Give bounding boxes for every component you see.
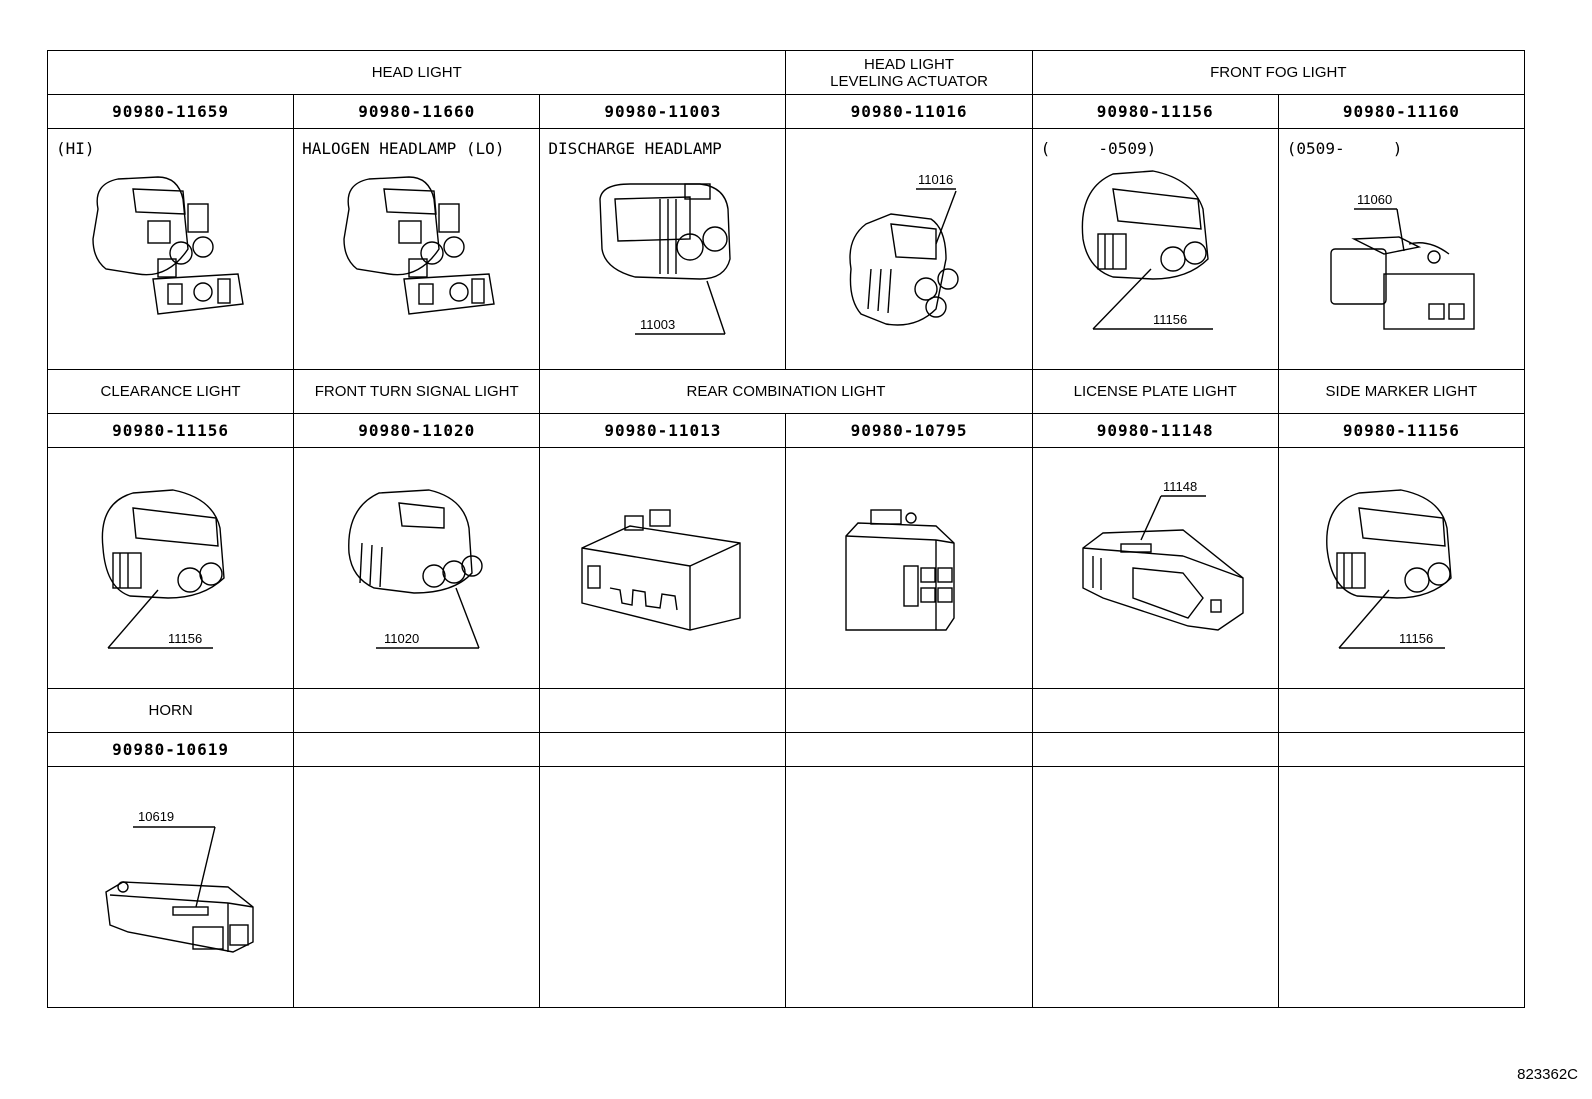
connector-note: (0509- ): [1286, 139, 1403, 158]
empty-cell: [786, 689, 1032, 733]
section-leveling-actuator: [786, 51, 1032, 95]
empty-cell: [1278, 767, 1524, 1008]
section-side-marker-light: SIDE MARKER LIGHT: [1278, 370, 1524, 414]
part-number: 90980-11156: [1278, 414, 1524, 448]
part-number: 90980-11659: [48, 95, 294, 129]
connector-drawing: [1033, 129, 1279, 369]
connector-drawing: [786, 448, 1032, 688]
part-number: 90980-11016: [786, 95, 1032, 129]
empty-cell: [1032, 689, 1278, 733]
connector-cell: [1032, 448, 1278, 689]
connector-cell: [48, 448, 294, 689]
part-number: 90980-11013: [540, 414, 786, 448]
connector-drawing: [294, 448, 540, 688]
part-number: 90980-11020: [294, 414, 540, 448]
connector-drawing: [48, 767, 294, 1007]
part-number: 90980-11148: [1032, 414, 1278, 448]
connector-drawing: [294, 129, 540, 369]
connector-drawing: [1279, 129, 1525, 369]
section-front-turn-signal-light: FRONT TURN SIGNAL LIGHT: [294, 370, 540, 414]
empty-cell: [1032, 767, 1278, 1008]
empty-cell: [294, 689, 540, 733]
connector-cell: [1278, 129, 1524, 370]
section-horn: HORN: [48, 689, 294, 733]
callout-label: 10619: [138, 809, 175, 824]
connector-note: (HI): [56, 139, 95, 158]
section-front-fog-light: FRONT FOG LIGHT: [1032, 51, 1524, 95]
part-number: 90980-10619: [48, 733, 294, 767]
callout-label: 11060: [1356, 192, 1392, 207]
part-number: 90980-11660: [294, 95, 540, 129]
part-number: 90980-10795: [786, 414, 1032, 448]
section-clearance-light: CLEARANCE LIGHT: [48, 370, 294, 414]
part-number: 90980-11156: [1032, 95, 1278, 129]
connector-cell: [540, 129, 786, 370]
connector-drawing: [1279, 448, 1525, 688]
empty-cell: [786, 733, 1032, 767]
connector-cell: [1032, 129, 1278, 370]
connector-cell: [1278, 448, 1524, 689]
empty-cell: [540, 767, 786, 1008]
section-head-light: HEAD LIGHT: [48, 51, 786, 95]
connector-cell: [48, 767, 294, 1008]
empty-cell: [540, 689, 786, 733]
connector-cell: [294, 129, 540, 370]
empty-cell: [294, 767, 540, 1008]
empty-cell: [294, 733, 540, 767]
connector-drawing: [786, 129, 1032, 369]
section-leveling-line1: HEAD LIGHT: [864, 55, 955, 73]
callout-label: 11020: [384, 631, 420, 646]
connector-cell: [786, 129, 1032, 370]
callout-label: 11156: [168, 631, 203, 646]
connector-cell: [294, 448, 540, 689]
connector-note: HALOGEN HEADLAMP (LO): [302, 139, 505, 158]
section-license-plate-light: LICENSE PLATE LIGHT: [1032, 370, 1278, 414]
section-leveling-line2: LEVELING ACTUATOR: [830, 72, 988, 90]
section-rear-combination-light: REAR COMBINATION LIGHT: [540, 370, 1032, 414]
connector-cell: [540, 448, 786, 689]
connector-note: DISCHARGE HEADLAMP: [548, 139, 722, 158]
part-number: 90980-11156: [48, 414, 294, 448]
connector-drawing: [48, 448, 294, 688]
connector-drawing: [540, 129, 786, 369]
empty-cell: [1032, 733, 1278, 767]
empty-cell: [786, 767, 1032, 1008]
part-number: 90980-11160: [1278, 95, 1524, 129]
connector-drawing: [1033, 448, 1279, 688]
empty-cell: [540, 733, 786, 767]
empty-cell: [1278, 733, 1524, 767]
figure-id: 823362C: [1517, 1066, 1578, 1083]
empty-cell: [1278, 689, 1524, 733]
connector-cell: [786, 448, 1032, 689]
callout-label: 11156: [1398, 631, 1434, 646]
connector-cell: [48, 129, 294, 370]
connector-drawing: [48, 129, 294, 369]
callout-label: 11156: [1152, 312, 1187, 327]
part-number: 90980-11003: [540, 95, 786, 129]
connector-note: ( -0509): [1040, 139, 1157, 158]
callout-label: 11148: [1162, 479, 1197, 494]
connector-chart-table: [47, 50, 1525, 1008]
connector-drawing: [540, 448, 786, 688]
callout-label: 11016: [918, 172, 954, 187]
callout-label: 11003: [640, 317, 676, 332]
